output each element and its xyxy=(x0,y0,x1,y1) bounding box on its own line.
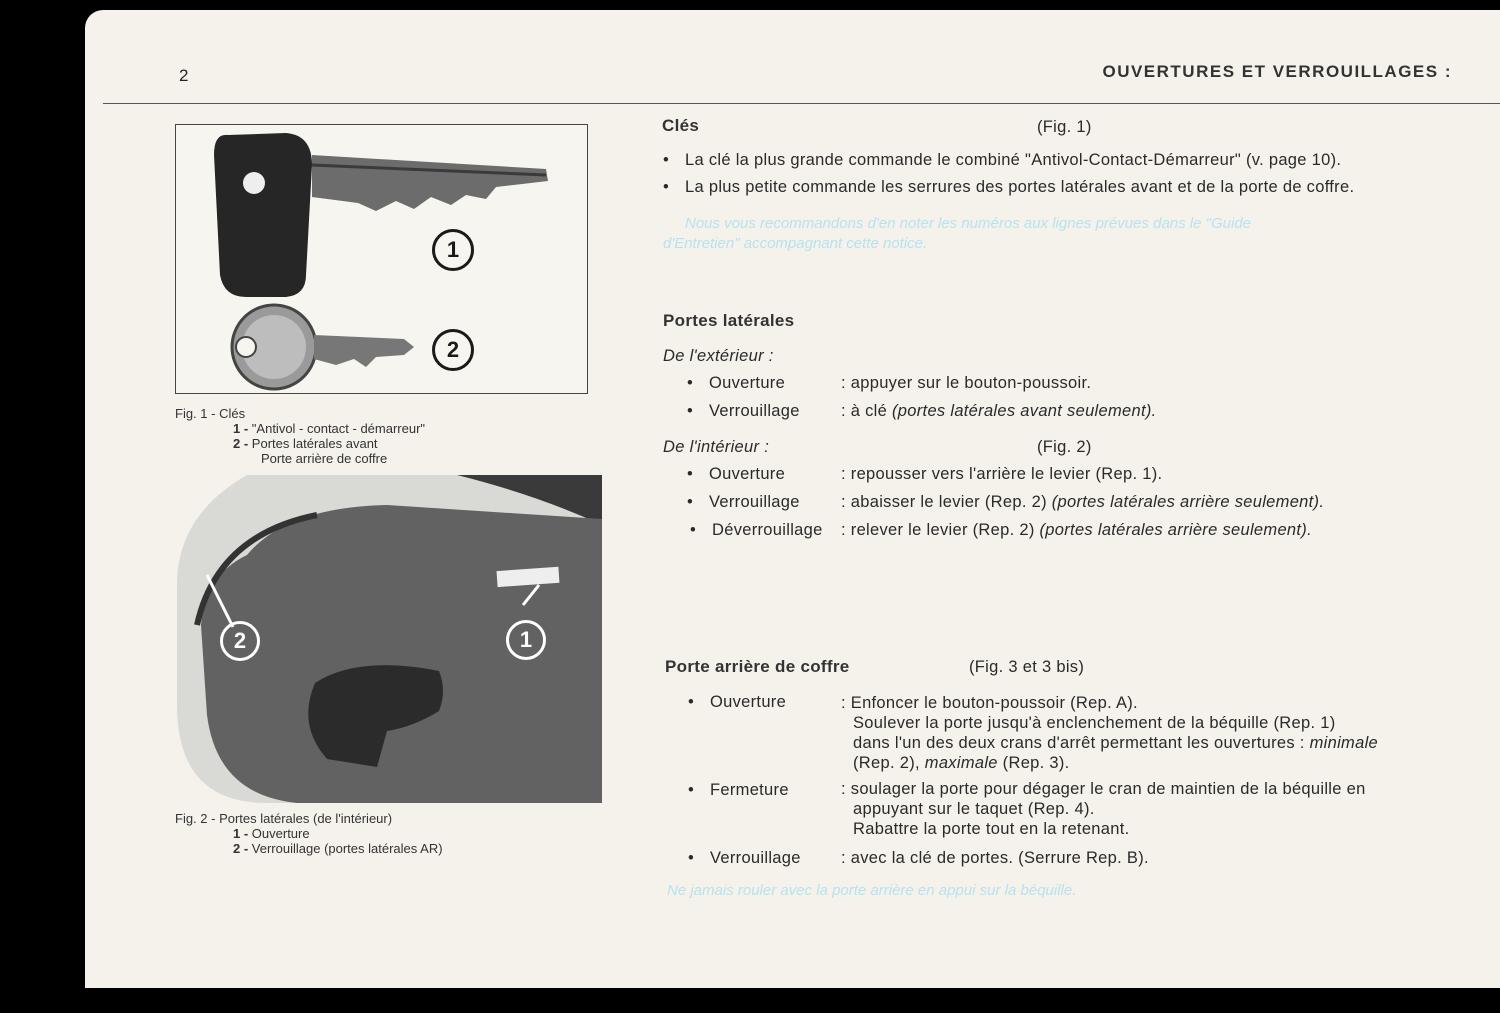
key-label-2: 2 xyxy=(432,329,474,371)
ext-ouverture-desc: : appuyer sur le bouton-poussoir. xyxy=(841,374,1092,392)
pa-ouverture-label: • Ouverture xyxy=(710,693,786,712)
pa-fermeture-label: • Fermeture xyxy=(710,781,789,800)
page-number: 2 xyxy=(179,66,189,85)
int-deverrouillage-desc-b: (portes latérales arrière seulement). xyxy=(1039,521,1312,539)
door-label-1: 1 xyxy=(506,620,546,660)
pa-fermeture-line-3: Rabattre la porte tout en la retenant. xyxy=(853,820,1130,838)
cles-title: Clés xyxy=(662,116,700,135)
pa-ouverture-line-4a: (Rep. 2), xyxy=(853,754,925,772)
fig2-caption-title: Fig. 2 - Portes latérales (de l'intérieur) xyxy=(175,811,393,826)
int-ouverture-label: • Ouverture xyxy=(709,465,785,484)
fig2-caption xyxy=(175,811,443,856)
pa-fermeture-desc xyxy=(841,779,1453,839)
int-ouverture-desc: : repousser vers l'arrière le levier (Rep. 1). xyxy=(841,465,1163,483)
porte-arriere-fig-ref: (Fig. 3 et 3 bis) xyxy=(969,658,1085,676)
fig1-caption-line-1: "Antivol - contact - démarreur" xyxy=(251,421,426,436)
pa-fermeture-line-1: : soulager la porte pour dégager le cran de maintien de la béquille en xyxy=(841,780,1366,798)
interieur-fig-ref: (Fig. 2) xyxy=(1037,438,1092,456)
fig2-caption-num-1: 1 - xyxy=(233,826,249,841)
porte-arriere-title: Porte arrière de coffre xyxy=(665,657,850,676)
fig1-caption-num-2: 2 - xyxy=(233,436,249,451)
keys-drawing xyxy=(176,125,587,393)
cles-fig-ref: (Fig. 1) xyxy=(1037,118,1092,136)
fig1-caption-line-3: Porte arrière de coffre xyxy=(261,451,388,466)
int-verrouillage-desc-b: (portes latérales arrière seulement). xyxy=(1051,493,1325,511)
fig1-caption-num-1: 1 - xyxy=(233,421,249,436)
pa-ouverture-line-3 xyxy=(841,733,1453,753)
pa-verrouillage-label: • Verrouillage xyxy=(710,849,801,868)
int-deverrouillage-label: • Déverrouillage xyxy=(712,521,823,540)
portes-laterales-title: Portes latérales xyxy=(663,311,795,330)
section-title: OUVERTURES ET VERROUILLAGES : xyxy=(1102,62,1452,81)
key-label-1: 1 xyxy=(432,229,474,271)
pa-ouverture-line-3b: minimale xyxy=(1309,734,1379,752)
int-deverrouillage-desc xyxy=(841,521,1312,540)
pa-ouverture-line-4c: (Rep. 3). xyxy=(997,754,1070,772)
int-verrouillage-desc xyxy=(841,493,1324,512)
fig2-door-photo xyxy=(177,475,602,803)
pa-ouverture-line-4 xyxy=(841,753,1453,773)
cles-note-line-1: Nous vous recommandons d'en noter les numéros aux lignes prévues dans le "Guide xyxy=(685,215,1252,232)
fig2-caption-line-1: Ouverture xyxy=(251,826,310,841)
porte-arriere-warning: Ne jamais rouler avec la porte arrière en appui sur la béquille. xyxy=(667,882,1077,899)
door-label-2: 2 xyxy=(220,621,260,661)
int-verrouillage-label: • Verrouillage xyxy=(709,493,800,512)
fig1-keys-illustration xyxy=(175,124,588,394)
fig1-caption-line-2: Portes latérales avant xyxy=(251,436,378,451)
fig1-caption xyxy=(175,406,425,466)
fig2-caption-line-2: Verrouillage (portes latérales AR) xyxy=(251,841,443,856)
ext-verrouillage-desc-a: : à clé xyxy=(841,402,893,420)
int-verrouillage-desc-a: : abaisser le levier (Rep. 2) xyxy=(841,493,1052,511)
header-rule xyxy=(103,103,1500,104)
interieur-heading: De l'intérieur : xyxy=(663,438,770,456)
int-deverrouillage-desc-a: : relever le levier (Rep. 2) xyxy=(841,521,1040,539)
ext-verrouillage-desc-b: (portes latérales avant seulement). xyxy=(892,402,1157,420)
cles-bullet-1: • La clé la plus grande commande le combiné "Antivol-Contact-Démarreur" (v. page 10). xyxy=(685,151,1341,170)
pa-ouverture-line-4b: maximale xyxy=(924,754,998,772)
pa-verrouillage-desc: : avec la clé de portes. (Serrure Rep. B). xyxy=(841,849,1149,867)
pa-fermeture-line-2: appuyant sur le taquet (Rep. 4). xyxy=(853,800,1095,818)
pa-ouverture-line-2: Soulever la porte jusqu'à enclenchement de la béquille (Rep. 1) xyxy=(853,714,1336,732)
ext-verrouillage-desc xyxy=(841,402,1157,421)
fig2-caption-num-2: 2 - xyxy=(233,841,249,856)
pa-ouverture-line-3a: dans l'un des deux crans d'arrêt permettant les ouvertures : xyxy=(853,734,1310,752)
pa-ouverture-line-1: : Enfoncer le bouton-poussoir (Rep. A). xyxy=(841,694,1138,712)
fig1-caption-title: Fig. 1 - Clés xyxy=(175,406,246,421)
exterieur-heading: De l'extérieur : xyxy=(663,347,774,365)
cles-note-line-2: d'Entretien" accompagnant cette notice. xyxy=(663,235,928,252)
ext-verrouillage-label: • Verrouillage xyxy=(709,402,800,421)
pa-ouverture-desc xyxy=(841,693,1453,773)
cles-bullet-2: • La plus petite commande les serrures des portes latérales avant et de la porte de coffre. xyxy=(685,178,1354,197)
ext-ouverture-label: • Ouverture xyxy=(709,374,785,393)
manual-page xyxy=(85,10,1500,988)
